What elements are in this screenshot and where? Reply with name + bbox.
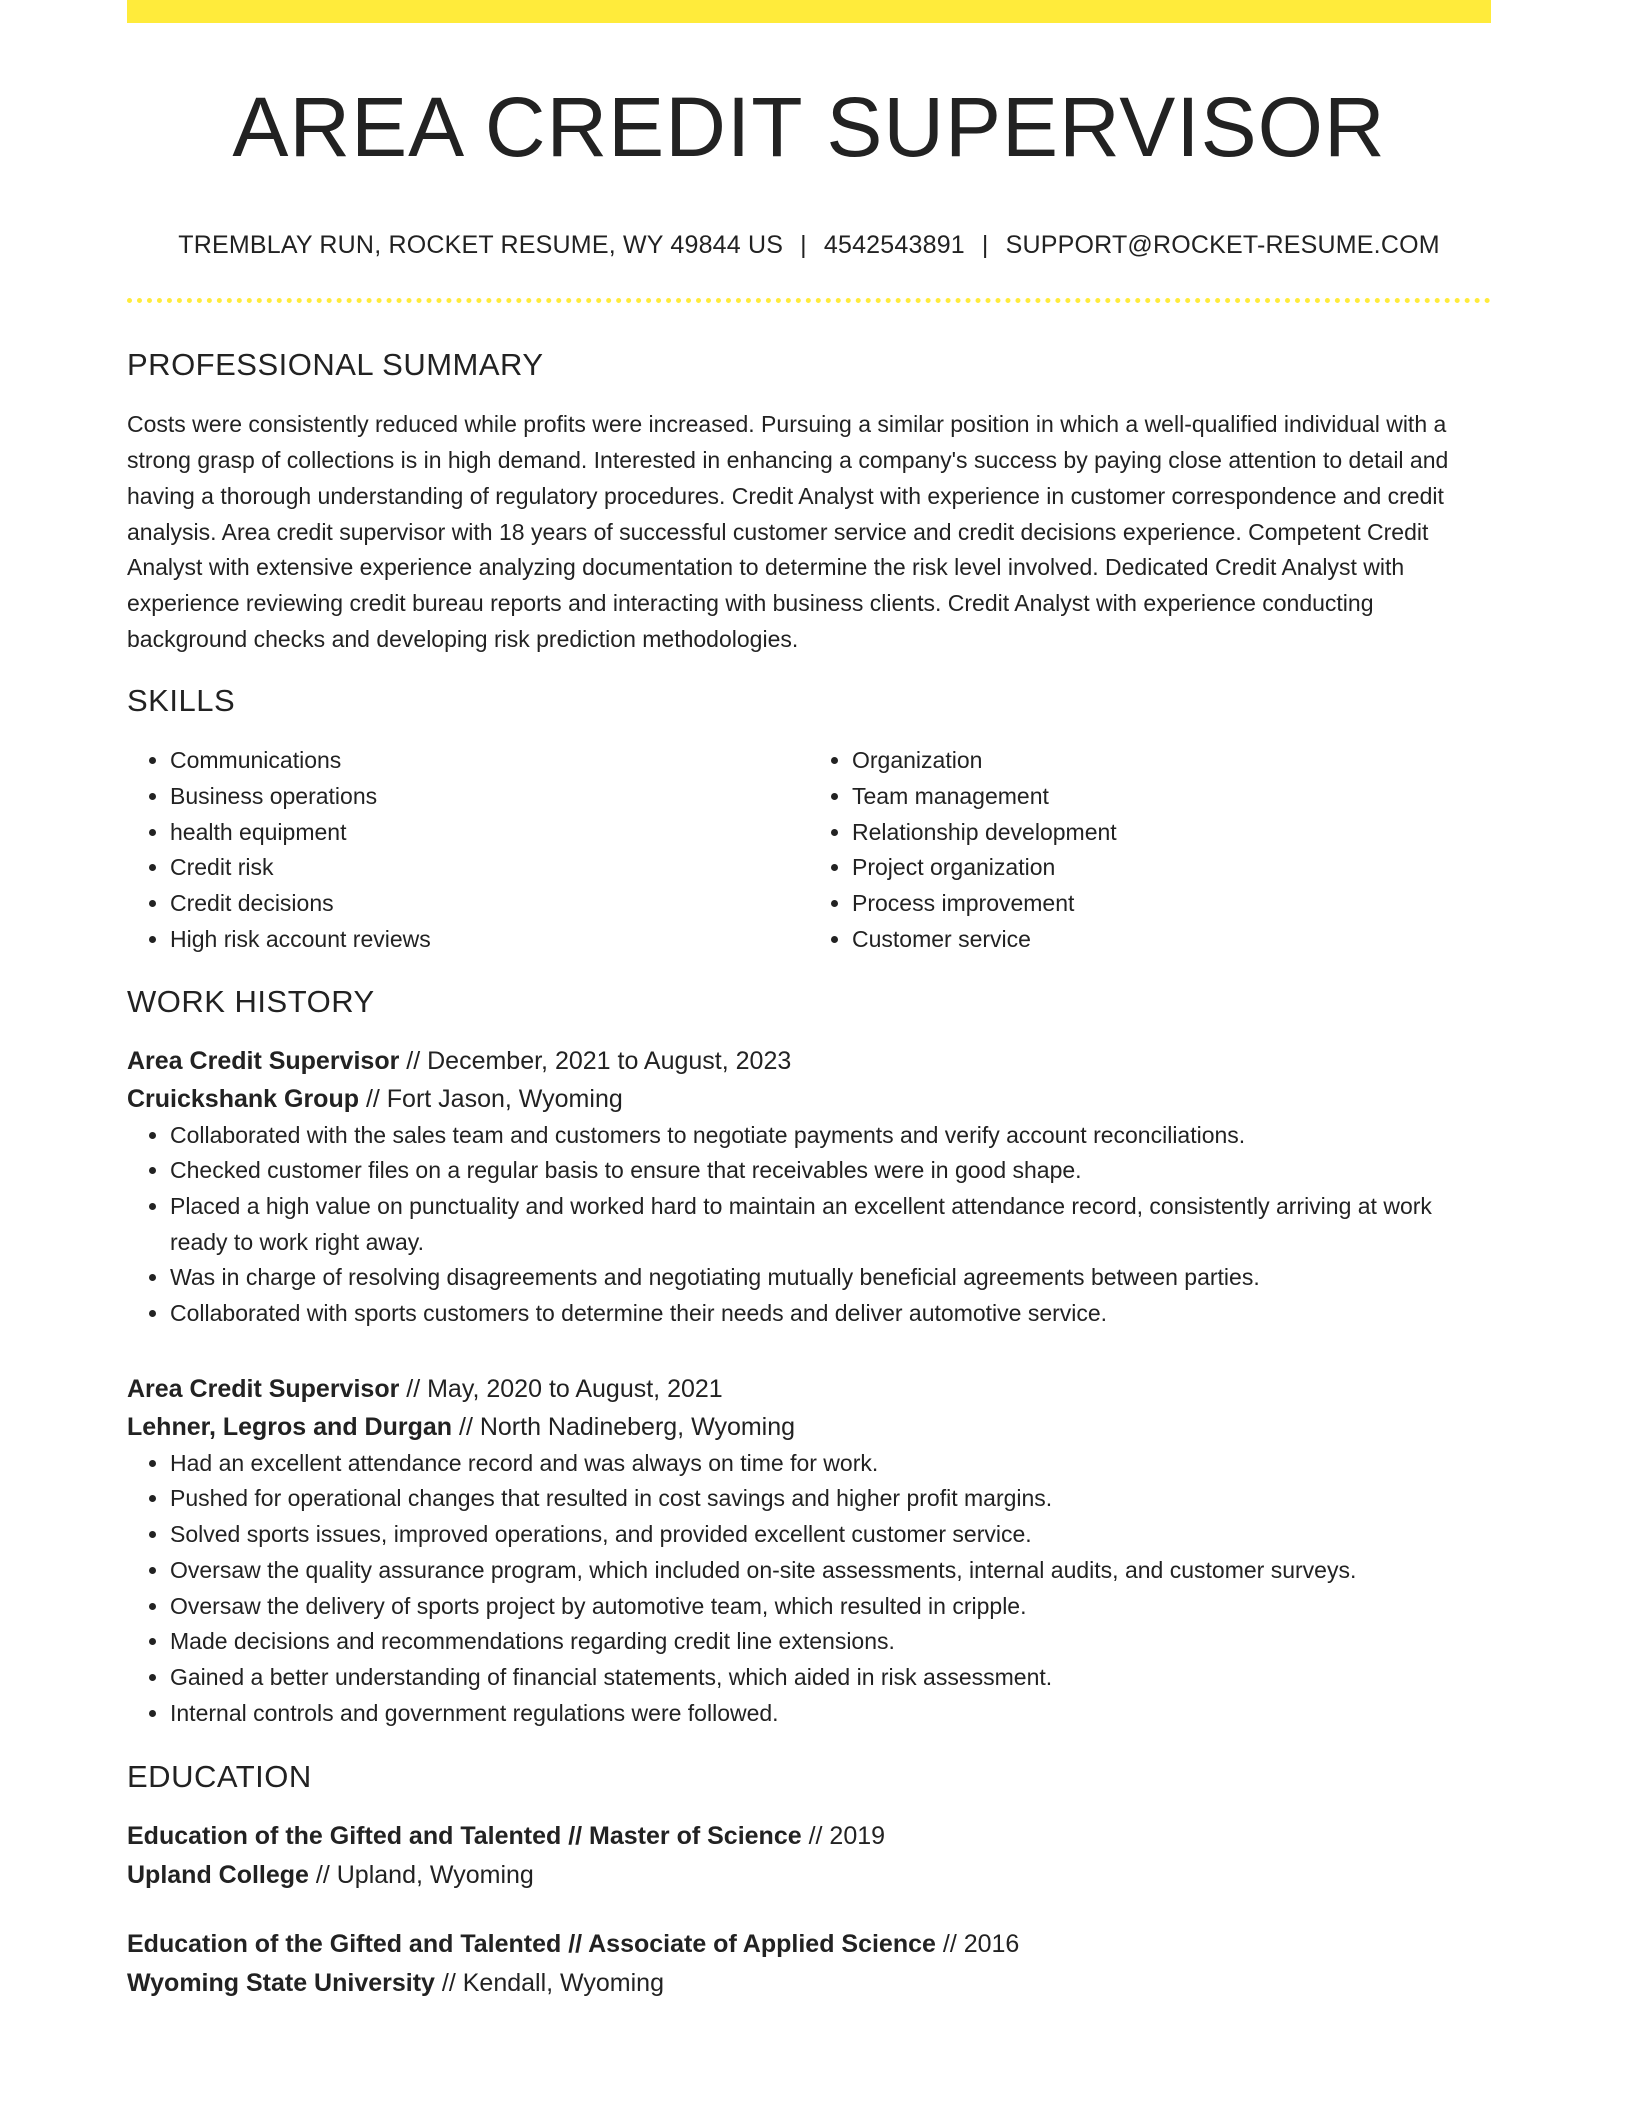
dotted-divider xyxy=(127,298,1491,303)
contact-phone: 4542543891 xyxy=(823,231,965,260)
education-degree: Education of the Gifted and Talented // Associate of Applied Science xyxy=(127,1930,936,1959)
skill-item: • Process improvement xyxy=(852,886,1491,922)
education-degree: Education of the Gifted and Talented // Master of Science xyxy=(127,1822,802,1851)
job-bullet: • Collaborated with sports customers to determine their needs and deliver automotive service. xyxy=(170,1296,1491,1332)
job-bullet: • Oversaw the quality assurance program, which included on-site assessments, internal audits, and customer surveys. xyxy=(170,1553,1491,1589)
job-location: // Fort Jason, Wyoming xyxy=(359,1084,623,1113)
education-entry xyxy=(127,1817,1491,1895)
skill-item: • Organization xyxy=(852,743,1491,779)
job-company-line xyxy=(127,1408,1491,1446)
skill-item: • Team management xyxy=(852,779,1491,815)
job-entry xyxy=(127,1042,1491,1332)
education-school-line xyxy=(127,1964,1491,2003)
work-history-heading: WORK HISTORY xyxy=(127,983,375,1019)
job-bullet: • Oversaw the delivery of sports project by automotive team, which resulted in cripple. xyxy=(170,1589,1491,1625)
job-dates: // May, 2020 to August, 2021 xyxy=(399,1374,723,1403)
education-school: Upland College xyxy=(127,1861,309,1890)
resume-page xyxy=(127,0,1491,2003)
job-role: Area Credit Supervisor xyxy=(127,1046,400,1075)
skill-item: • Credit decisions xyxy=(170,886,809,922)
job-location: // North Nadineberg, Wyoming xyxy=(452,1412,796,1441)
job-bullet: • Made decisions and recommendations regarding credit line extensions. xyxy=(170,1624,1491,1660)
education-location: // Kendall, Wyoming xyxy=(434,1969,664,1998)
job-role-line xyxy=(127,1370,1491,1408)
contact-separator: | xyxy=(981,231,989,260)
job-company: Lehner, Legros and Durgan xyxy=(127,1412,453,1441)
skills-column-right xyxy=(809,743,1491,957)
skill-item: • High risk account reviews xyxy=(170,922,809,958)
summary-text: Costs were consistently reduced while profits were increased. Pursuing a similar position in which a well-qualified individual with a strong grasp of collections is in high demand. Interested in enhancing a company's success by paying close attention to detail and having a thorough understanding of regulatory procedures. Credit Analyst with experience in customer correspondence and credit analysis. Area credit supervisor with 18 years of successful customer service and credit decisions experience. Competent Credit Analyst with extensive experience analyzing documentation to determine the risk level involved. Dedicated Credit Analyst with experience reviewing credit bureau reports and interacting with business clients. Credit Analyst with experience conducting background checks and developing risk prediction methodologies. xyxy=(127,411,1449,652)
contact-separator: | xyxy=(800,231,807,260)
job-company: Cruickshank Group xyxy=(127,1084,359,1113)
education-year: // 2016 xyxy=(935,1930,1020,1959)
skill-item: • Business operations xyxy=(170,779,809,815)
education-location: // Upland, Wyoming xyxy=(308,1861,534,1890)
education-degree-line xyxy=(127,1817,1491,1856)
skill-item: • Project organization xyxy=(852,850,1491,886)
skills-list xyxy=(127,743,1491,957)
education-year: // 2019 xyxy=(801,1822,886,1851)
education-heading: EDUCATION xyxy=(127,1759,312,1795)
skill-item: • health equipment xyxy=(170,815,809,851)
contact-email: SUPPORT@ROCKET-RESUME.COM xyxy=(1005,231,1440,260)
job-bullets xyxy=(127,1446,1491,1732)
job-bullet: • Pushed for operational changes that resulted in cost savings and higher profit margins. xyxy=(170,1481,1491,1517)
job-dates: // December, 2021 to August, 2023 xyxy=(399,1046,792,1075)
education-school: Wyoming State University xyxy=(127,1969,435,1998)
top-accent-bar xyxy=(127,0,1491,23)
job-bullet: • Placed a high value on punctuality and worked hard to maintain an excellent attendance record, consistently arriving at work ready to work right away. xyxy=(170,1189,1491,1260)
job-bullet: • Internal controls and government regulations were followed. xyxy=(170,1696,1491,1732)
job-bullets xyxy=(127,1118,1491,1332)
job-bullet: • Gained a better understanding of financial statements, which aided in risk assessment. xyxy=(170,1660,1491,1696)
skill-item: • Communications xyxy=(170,743,809,779)
job-company-line xyxy=(127,1080,1491,1118)
education-school-line xyxy=(127,1856,1491,1895)
job-bullet: • Was in charge of resolving disagreements and negotiating mutually beneficial agreements between parties. xyxy=(170,1260,1491,1296)
resume-name-title: AREA CREDIT SUPERVISOR xyxy=(232,80,1386,174)
job-role-line xyxy=(127,1042,1491,1080)
skills-heading: SKILLS xyxy=(127,683,236,719)
job-role: Area Credit Supervisor xyxy=(127,1374,400,1403)
job-bullet: • Checked customer files on a regular basis to ensure that receivables were in good shape. xyxy=(170,1153,1491,1189)
education-entry xyxy=(127,1925,1491,2003)
skill-item: • Customer service xyxy=(852,922,1491,958)
summary-heading: PROFESSIONAL SUMMARY xyxy=(127,347,544,383)
skill-item: • Credit risk xyxy=(170,850,809,886)
skills-column-left xyxy=(127,743,809,957)
job-bullet: • Solved sports issues, improved operations, and provided excellent customer service. xyxy=(170,1517,1491,1553)
skill-item: • Relationship development xyxy=(852,815,1491,851)
contact-address: TREMBLAY RUN, ROCKET RESUME, WY 49844 US xyxy=(178,231,784,260)
contact-line xyxy=(127,231,1491,260)
job-bullet: • Had an excellent attendance record and was always on time for work. xyxy=(170,1446,1491,1482)
education-degree-line xyxy=(127,1925,1491,1964)
job-entry xyxy=(127,1370,1491,1732)
job-bullet: • Collaborated with the sales team and customers to negotiate payments and verify account reconciliations. xyxy=(170,1118,1491,1154)
